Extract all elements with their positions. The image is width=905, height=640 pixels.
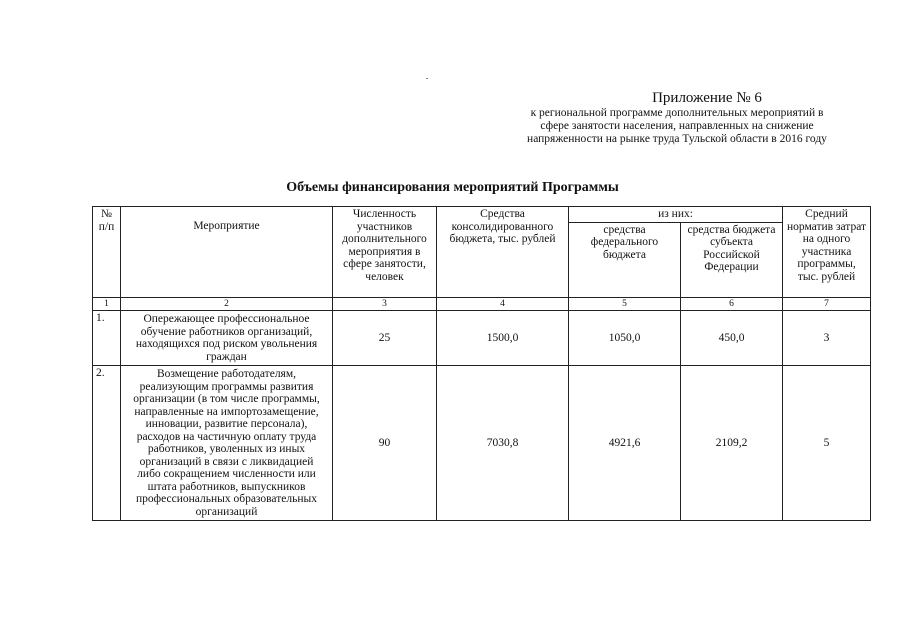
row-regional: 450,0	[681, 311, 783, 366]
row-federal: 1050,0	[569, 311, 681, 366]
row-norm: 3	[783, 311, 871, 366]
header-budget: Средства консолидированного бюджета, тыс. рублей	[437, 207, 569, 298]
column-number: 6	[681, 297, 783, 311]
appendix-line: сфере занятости населения, направленных на снижение	[540, 120, 814, 132]
appendix-line: напряженности на рынке труда Тульской области в 2016 году	[527, 133, 827, 145]
column-number-row	[93, 297, 871, 311]
row-regional: 2109,2	[681, 366, 783, 521]
appendix-line: к региональной программе дополнительных мероприятий в	[530, 107, 824, 119]
row-participants: 25	[333, 311, 437, 366]
column-number: 1	[93, 297, 121, 311]
row-number: 1.	[93, 311, 121, 366]
column-number: 4	[437, 297, 569, 311]
row-number: 2.	[93, 366, 121, 521]
appendix-title: Приложение № 6	[652, 90, 762, 106]
column-number: 7	[783, 297, 871, 311]
row-federal: 4921,6	[569, 366, 681, 521]
column-number: 5	[569, 297, 681, 311]
header-row	[93, 207, 871, 223]
appendix-block	[497, 90, 857, 146]
table-row	[93, 311, 871, 366]
header-of-them: из них:	[569, 207, 783, 223]
header-federal: средства федерального бюджета	[569, 222, 681, 297]
header-num: № п/п	[93, 207, 121, 298]
scan-speck	[426, 78, 428, 79]
header-event: Мероприятие	[121, 207, 333, 298]
column-number: 3	[333, 297, 437, 311]
row-norm: 5	[783, 366, 871, 521]
row-event: Опережающее профессиональное обучение работников организаций, находящихся под риском увольнения граждан	[121, 311, 333, 366]
column-number: 2	[121, 297, 333, 311]
row-budget: 1500,0	[437, 311, 569, 366]
row-event: Возмещение работодателям, реализующим программы развития организации (в том числе программы, направленные на импортозамещение, инновации, развитие персонала), расходов на частичную оплату труда работников, уволенных из иных организаций в связи с ликвидацией либо сокращением численности или штата работников, выпускников профессиональных образовательных организаций	[121, 366, 333, 521]
header-norm: Средний норматив затрат на одного участника программы, тыс. рублей	[783, 207, 871, 298]
financing-table	[92, 206, 871, 521]
header-regional: средства бюджета субъекта Российской Федерации	[681, 222, 783, 297]
table-row	[93, 366, 871, 521]
document-title: Объемы финансирования мероприятий Программы	[286, 180, 619, 195]
header-participants: Численность участников дополнительного мероприятия в сфере занятости, человек	[333, 207, 437, 298]
row-budget: 7030,8	[437, 366, 569, 521]
row-participants: 90	[333, 366, 437, 521]
